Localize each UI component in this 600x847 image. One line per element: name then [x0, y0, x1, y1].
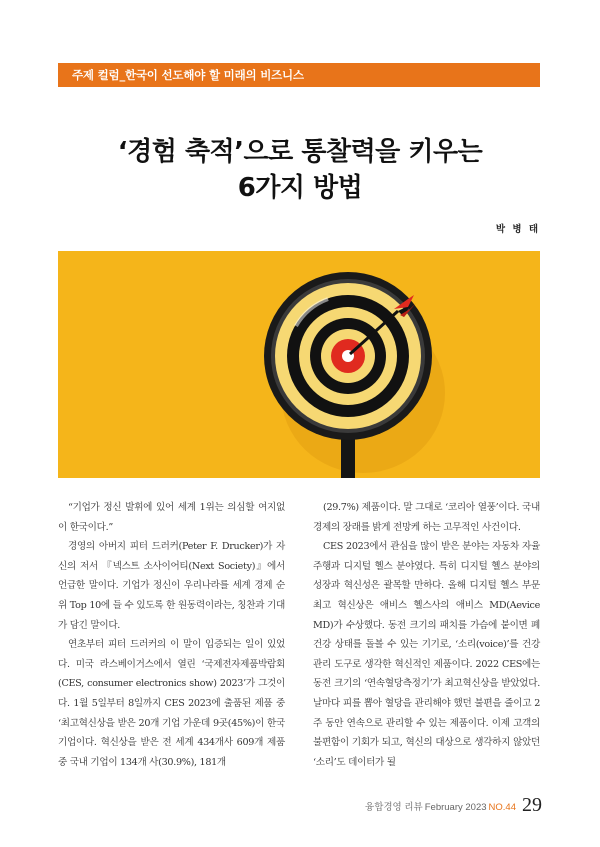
footer-magazine-name: 융합경영 리뷰: [365, 802, 423, 813]
hero-image: [58, 251, 540, 478]
body-paragraph: 연초부터 피터 드러커의 이 말이 입증되는 일이 있었다. 미국 라스베이거스에서 열린 ‘국제전자제품박람회(CES, consumer electronics show) 2023’가 그것이다. 1월 5일부터 8일까지 CES 2023에 출품된 제품 중 ‘최고혁신상을 받은 20개 기업 가운데 9곳(45%)이 한국 기업이다. 혁신상을 받은 전 세계 434개사 609개 제품 중 국내 기업이 134개 사(30.9%), 181개: [58, 639, 285, 768]
article-title: [58, 134, 542, 206]
body-paragraph: 경영의 아버지 피터 드러커(Peter F. Drucker)가 자신의 저서 『넥스트 소사이어티(Next Society)』에서 언급한 말이다. 기업가 정신이 우리나라를 세계 경제 순위 Top 10에 들 수 있도록 한 원동력이라는, 칭찬과 기대가 담긴 말이다.: [58, 541, 285, 631]
body-column-right: [313, 498, 540, 772]
body-paragraph: CES 2023에서 관심을 많이 받은 분야는 자동차 자율주행과 디지털 헬스 분야였다. 특히 디지털 헬스 분야의 성장과 혁신성은 괄목할 만하다. 올해 디지털 헬스 부문 최고 혁신상은 애비스 헬스사의 애비스 MD(Aevice MD)가 수상했다. 동전 크기의 패치를 가슴에 붙이면 폐 건강 상태를 돌볼 수 있는 기기로, ‘소리(voice)’를 건강관리 도구로 생각한 혁신적인 제품이다. 2022 CES에는 동전 크기의 ‘연속혈당측정기’가 최고혁신상을 받았었다. 날마다 피를 뽑아 혈당을 관리해야 했던 불편을 줄이고 2주 동안 연속으로 관리할 수 있는 제품이다. 이제 고객의 불편함이 기회가 되고, 혁신의 대상으로 생각하지 않았던 ‘소리’도 데이터가 될: [313, 541, 540, 768]
footer-date: February 2023: [424, 802, 487, 813]
section-header-label: 주제 컬럼_한국이 선도해야 할 미래의 비즈니스: [72, 68, 304, 82]
section-header-bar: [58, 63, 540, 87]
article-author: 박 병 태: [495, 224, 540, 235]
body-column-left: [58, 498, 285, 772]
body-paragraph: “기업가 정신 발휘에 있어 세계 1위는 의심할 여지없이 한국이다.”: [58, 502, 285, 533]
page-number: 29: [522, 794, 542, 816]
page-footer: [330, 793, 542, 815]
article-title-line-1: ‘경험 축적’으로 통찰력을 키우는: [117, 137, 483, 167]
magnifier-target-dart-icon: [58, 251, 540, 478]
footer-issue-number: NO.44: [488, 802, 516, 813]
body-paragraph: (29.7%) 제품이다. 말 그대로 ‘코리아 열풍’이다. 국내 경제의 장래를 밝게 전망케 하는 고무적인 사건이다.: [313, 502, 540, 533]
article-title-line-2: 6가지 방법: [237, 173, 363, 203]
